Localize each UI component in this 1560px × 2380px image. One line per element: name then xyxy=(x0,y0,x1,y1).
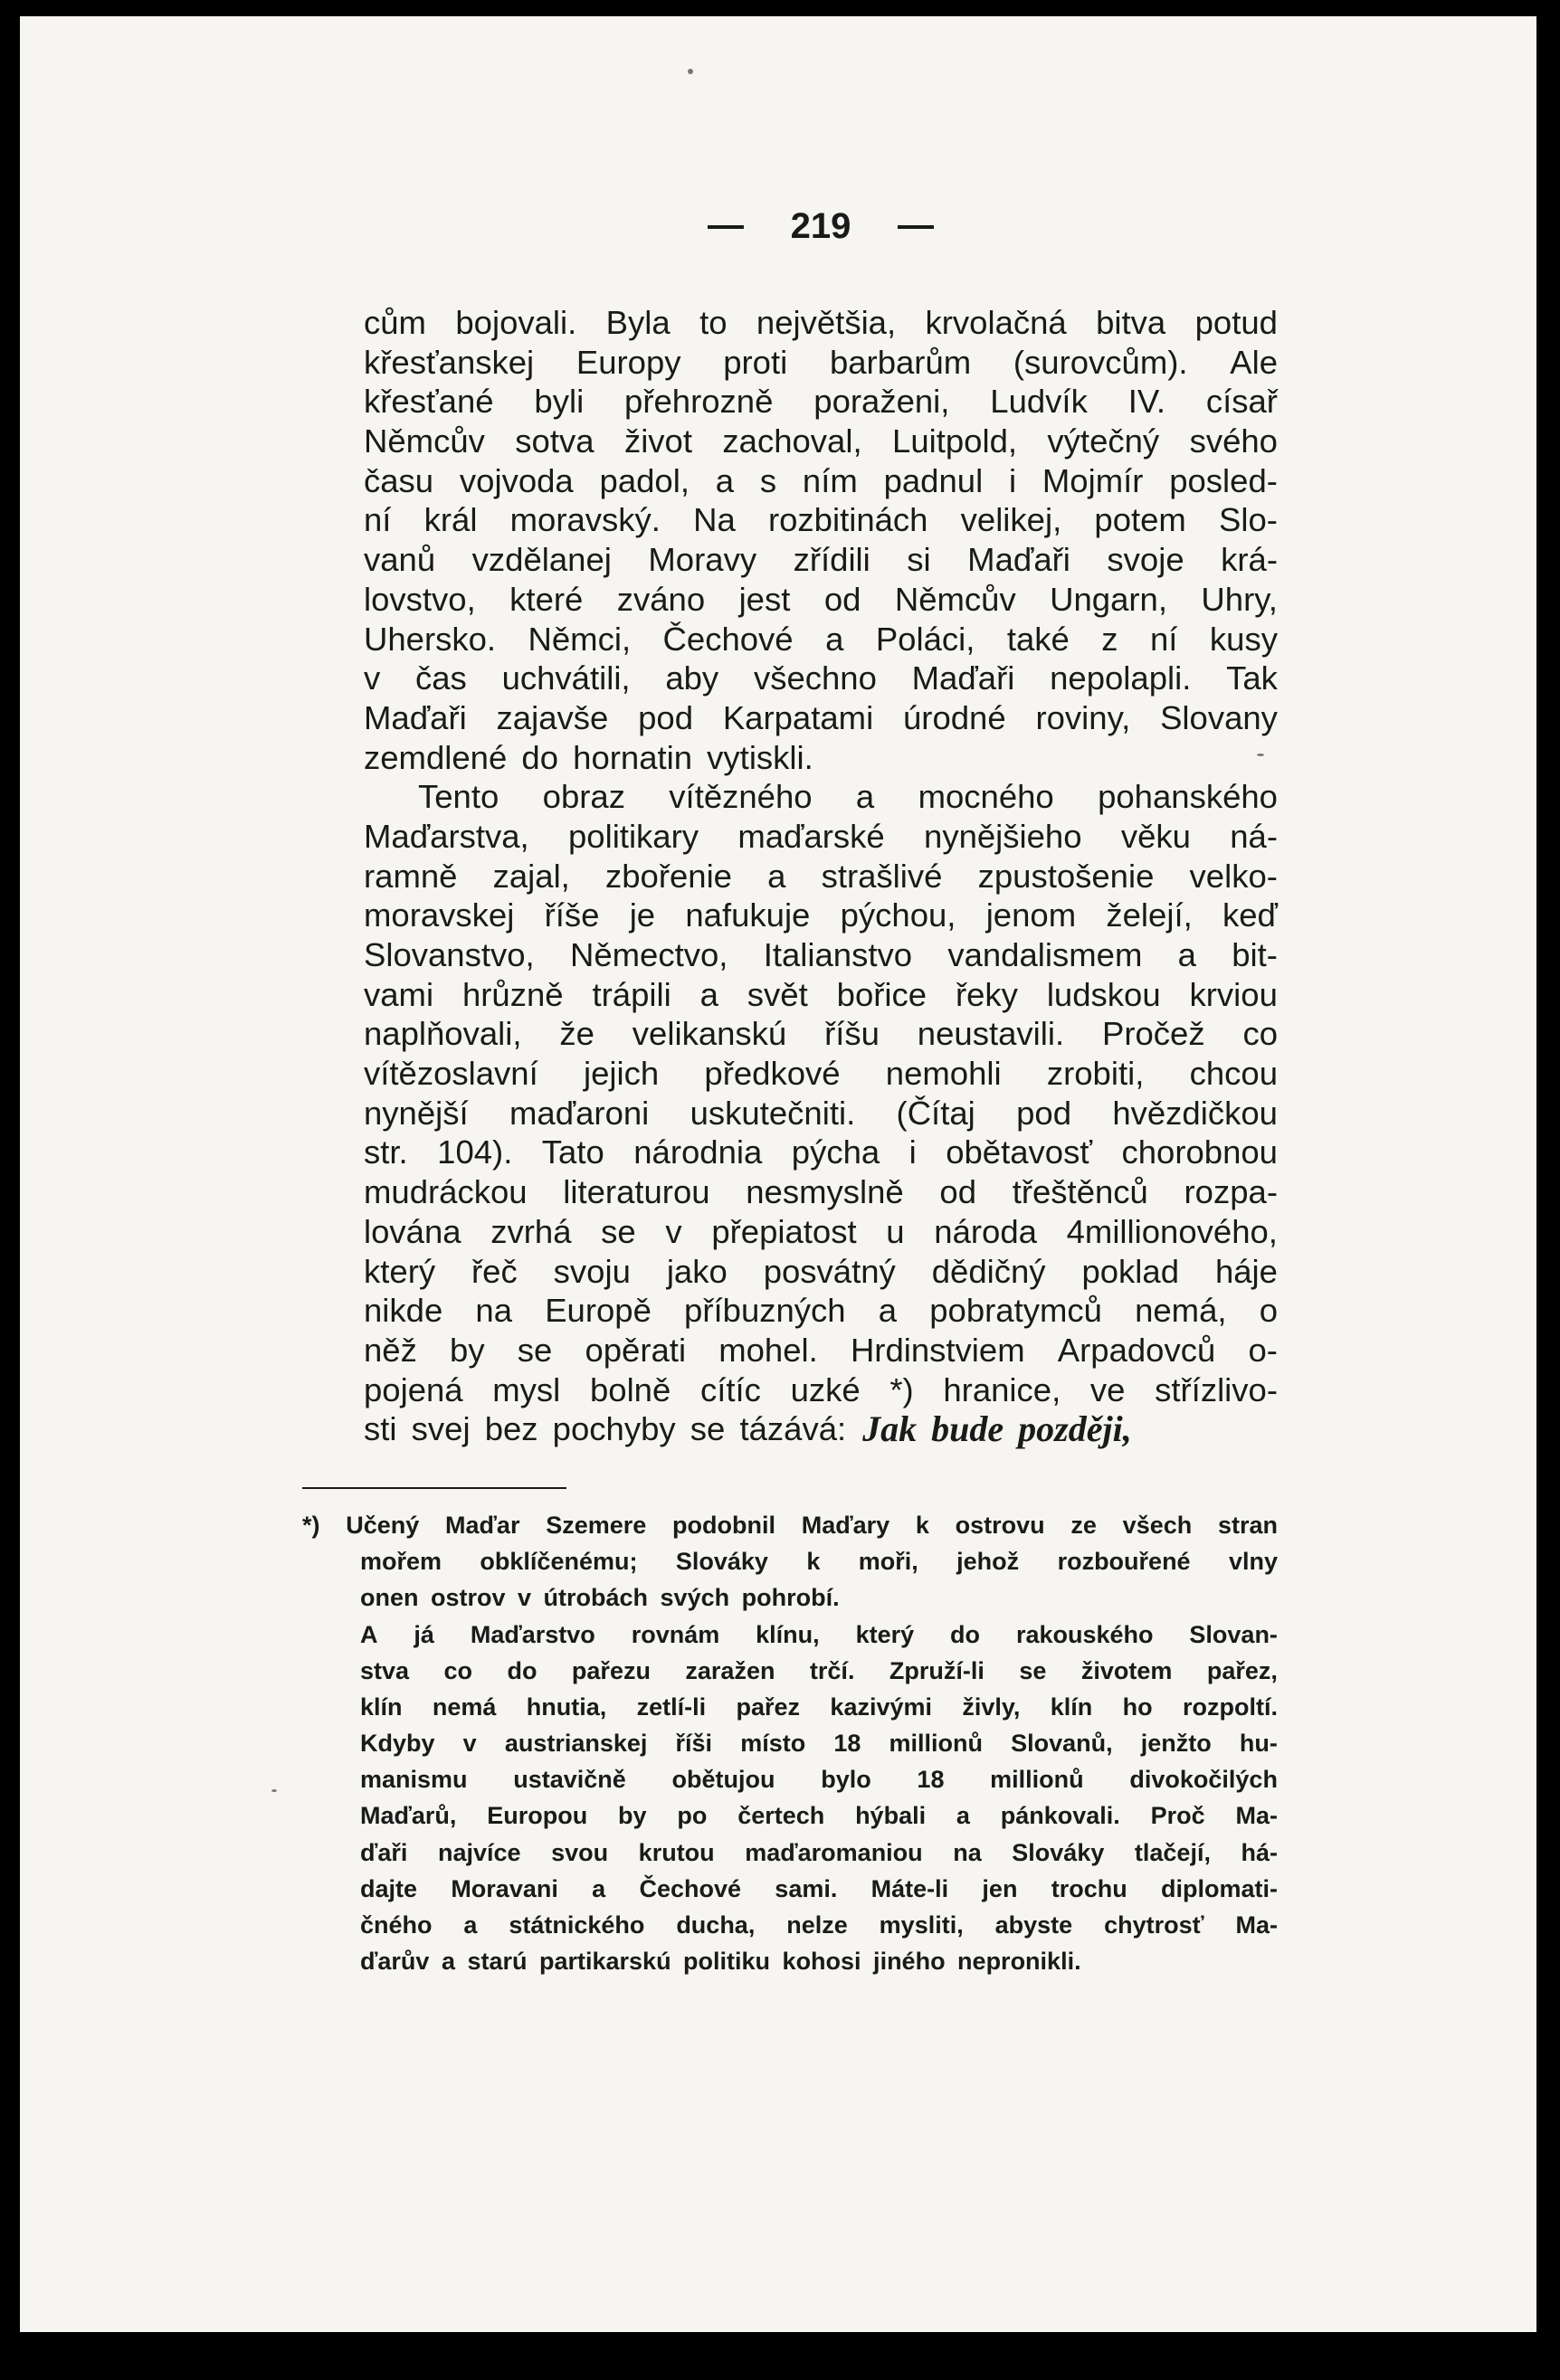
text-line: Uhersko. Němci, Čechové a Poláci, také z ní kusy xyxy=(364,620,1278,658)
page-number: 219 xyxy=(790,206,851,246)
paper-speck xyxy=(271,1789,277,1792)
page-header xyxy=(364,206,1278,247)
text-line: něž by se opěrati mohel. Hrdinstviem Arpadovců o- xyxy=(364,1331,1278,1369)
text-line: vítězoslavní jejich předkové nemohli zrobiti, chcou xyxy=(364,1055,1278,1093)
footnote-line: Kdyby v austrianskej říši místo 18 millionů Slovanů, jenžto hu- xyxy=(360,1730,1278,1758)
footnote-line: klín nemá hnutia, zetlí-li pařez kazivými živly, klín ho rozpoltí. xyxy=(360,1693,1278,1721)
text-line: křesťanskej Europy proti barbarům (surovcům). Ale xyxy=(364,343,1278,381)
paper-speck xyxy=(688,69,693,74)
text-line: zemdlené do hornatin vytiskli. xyxy=(364,738,813,776)
text-line: mudráckou literaturou nesmyslně od třeštěnců rozpa- xyxy=(364,1173,1278,1211)
text-line: lována zvrhá se v přepiatost u národa 4millionového, xyxy=(364,1212,1278,1250)
footnote-line: A já Maďarstvo rovnám klínu, který do rakouského Slovan- xyxy=(360,1620,1278,1648)
text-line: naplňovali, že velikanskú říšu neustavili. Pročež co xyxy=(364,1015,1278,1053)
footnote-line: manismu ustavičně obětujou bylo 18 millionů divokočilých xyxy=(360,1766,1278,1794)
text-line: cům bojovali. Byla to největšia, krvolačná bitva potud xyxy=(364,304,1278,341)
text-line: moravskej říše je nafukuje pýchou, jenom želejí, keď xyxy=(364,896,1278,934)
footnote-line: mořem obklíčenému; Slováky k moři, jehož rozbouřené vlny xyxy=(360,1548,1278,1576)
text-line: Maďaři zajavše pod Karpatami úrodné roviny, Slovany xyxy=(364,698,1278,736)
text-line: vanů vzdělanej Moravy zřídili si Maďaři svoje krá- xyxy=(364,541,1278,579)
text-line: který řeč svoju jako posvátný dědičný poklad háje xyxy=(364,1252,1278,1290)
text-line: lovstvo, které zváno jest od Němcův Ungarn, Uhry, xyxy=(364,580,1278,618)
footnote-line: čného a státnického ducha, nelze mysliti, abyste chytrosť Ma- xyxy=(360,1911,1278,1939)
text-line: ramně zajal, zbořenie a strašlivé zpustošenie velko- xyxy=(364,857,1278,895)
footnote-line: onen ostrov v útrobách svých pohrobí. xyxy=(360,1584,840,1612)
text-line: nynější maďaroni uskutečniti. (Čítaj pod hvězdičkou xyxy=(364,1094,1278,1132)
last-line-italic: Jak bude později, xyxy=(862,1408,1132,1450)
text-line: křesťané byli přehrozně poraženi, Ludvík IV. císař xyxy=(364,383,1278,421)
text-line: Slovanstvo, Němectvo, Italianstvo vandalismem a bit- xyxy=(364,936,1278,973)
last-line-plain: sti svej bez pochyby se tázává: xyxy=(364,1410,847,1448)
text-line: času vojvoda padol, a s ním padnul i Mojmír posled- xyxy=(364,461,1278,499)
footnote-line: ďaři najvíce svou krutou maďaromaniou na Slováky tlačejí, há- xyxy=(360,1838,1278,1866)
footnote-line: Maďarů, Europou by po čertech hýbali a pánkovali. Proč Ma- xyxy=(360,1802,1278,1830)
footnote-line: stva co do pařezu zaražen trčí. Zpruží-li se životem pařez, xyxy=(360,1656,1278,1684)
header-dash-right xyxy=(898,225,934,229)
footnote-line: dajte Moravani a Čechové sami. Máte-li jen trochu diplomati- xyxy=(360,1874,1278,1902)
text-line: nikde na Europě příbuzných a pobratymců nemá, o xyxy=(364,1292,1278,1330)
text-line: vami hrůzně trápili a svět bořice řeky ludskou krviou xyxy=(364,975,1278,1013)
footnote-rule xyxy=(302,1487,566,1489)
text-line: Maďarstva, politikary maďarské nynějšieho věku ná- xyxy=(364,817,1278,855)
header-dash-left xyxy=(708,225,744,229)
main-text xyxy=(364,303,1278,1409)
footnote-line: ďarův a starú partikarskú politiku kohosi jiného nepronikli. xyxy=(360,1948,1081,1976)
text-line: Němcův sotva život zachoval, Luitpold, výtečný svého xyxy=(364,422,1278,460)
page-mark: * xyxy=(1039,2352,1049,2379)
footnote-line: *) Učený Maďar Szemere podobnil Maďary k ostrovu ze všech stran xyxy=(302,1511,1278,1539)
text-line: str. 104). Tato národnia pýcha i obětavosť chorobnou xyxy=(364,1133,1278,1171)
text-line: Tento obraz vítězného a mocného pohanského xyxy=(418,778,1278,816)
text-column xyxy=(302,206,1278,1979)
main-text-last-line xyxy=(364,1409,1278,1449)
text-line: v čas uchvátili, aby všechno Maďaři nepolapli. Tak xyxy=(364,659,1278,697)
book-page xyxy=(20,16,1536,2379)
text-line: pojená mysl bolně cítíc uzké *) hranice, ve střízlivo- xyxy=(364,1370,1278,1408)
footnote xyxy=(302,1507,1278,1979)
text-line: ní král moravský. Na rozbitinách velikej, potem Slo- xyxy=(364,501,1278,539)
